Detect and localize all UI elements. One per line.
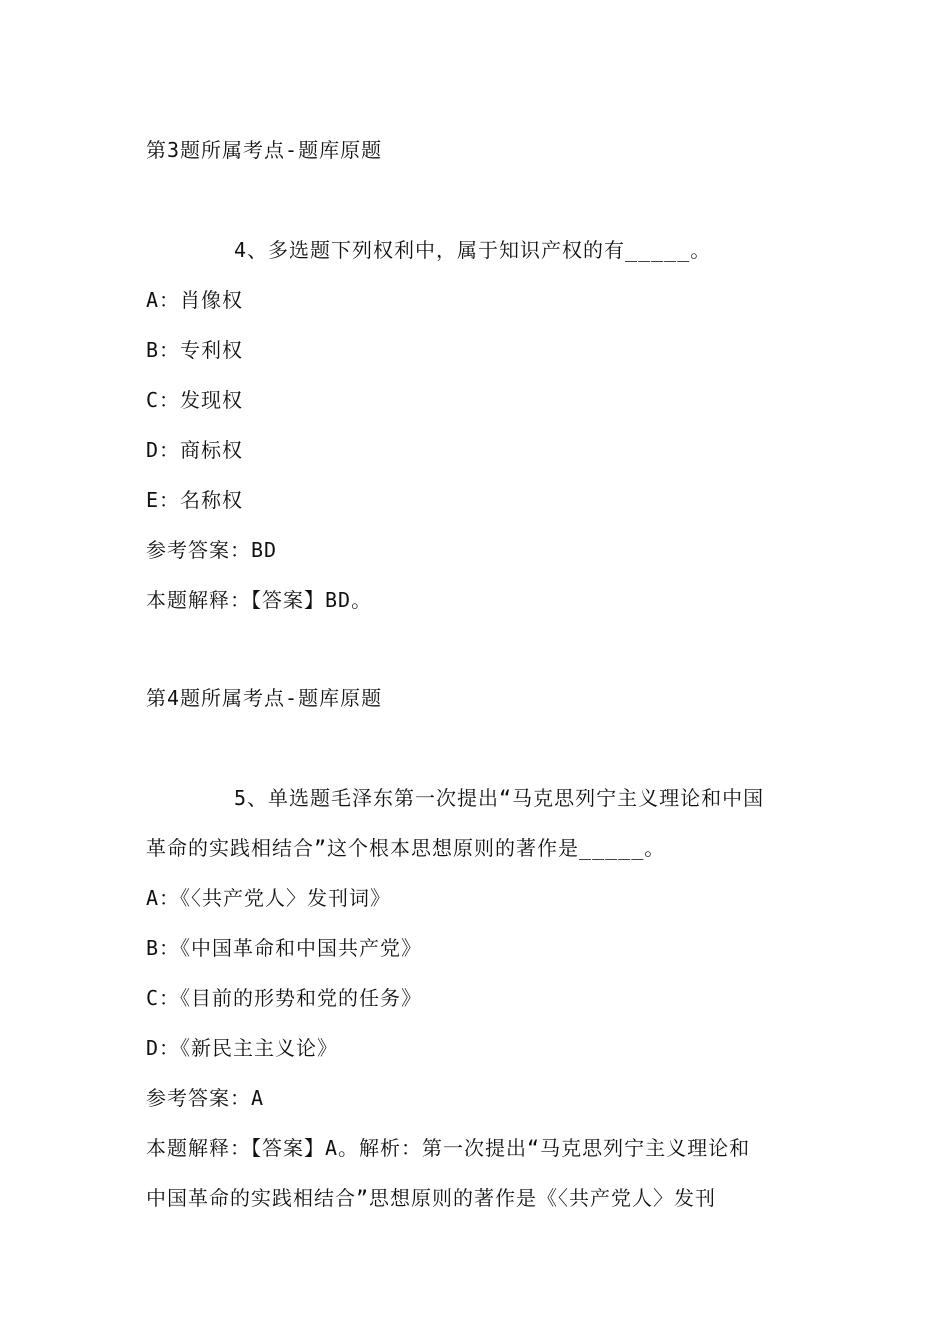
question-5-option-b: B：《中国革命和中国共产党》 [146, 936, 423, 960]
question-5-option-d: D：《新民主主义论》 [146, 1036, 339, 1060]
question-5-option-c: C：《目前的形势和党的任务》 [146, 986, 423, 1010]
question-4-option-a: A：肖像权 [146, 288, 244, 312]
question-4-option-c: C：发现权 [146, 388, 244, 412]
question-4-option-d: D：商标权 [146, 438, 244, 462]
question-4-answer: 参考答案：BD [146, 538, 278, 562]
question-4-topic: 第4题所属考点-题库原题 [146, 686, 383, 710]
question-5-stem-line-1: 5、单选题毛泽东第一次提出“马克思列宁主义理论和中国 [234, 786, 765, 810]
question-5-explanation-line-2: 中国革命的实践相结合”思想原则的著作是《〈共产党人〉发刊 [146, 1186, 717, 1210]
question-4-explanation: 本题解释：【答案】BD。 [146, 588, 373, 612]
question-5-explanation-line-1: 本题解释：【答案】A。解析：第一次提出“马克思列宁主义理论和 [146, 1136, 751, 1160]
question-5-stem-line-2: 革命的实践相结合”这个根本思想原则的著作是_____。 [146, 836, 666, 860]
question-4-stem: 4、多选题下列权利中，属于知识产权的有_____。 [234, 238, 712, 262]
question-4-option-b: B：专利权 [146, 338, 244, 362]
question-5-option-a: A：《〈共产党人〉发刊词》 [146, 886, 392, 910]
question-3-topic: 第3题所属考点-题库原题 [146, 138, 383, 162]
question-5-answer: 参考答案：A [146, 1086, 265, 1110]
question-4-option-e: E：名称权 [146, 488, 244, 512]
